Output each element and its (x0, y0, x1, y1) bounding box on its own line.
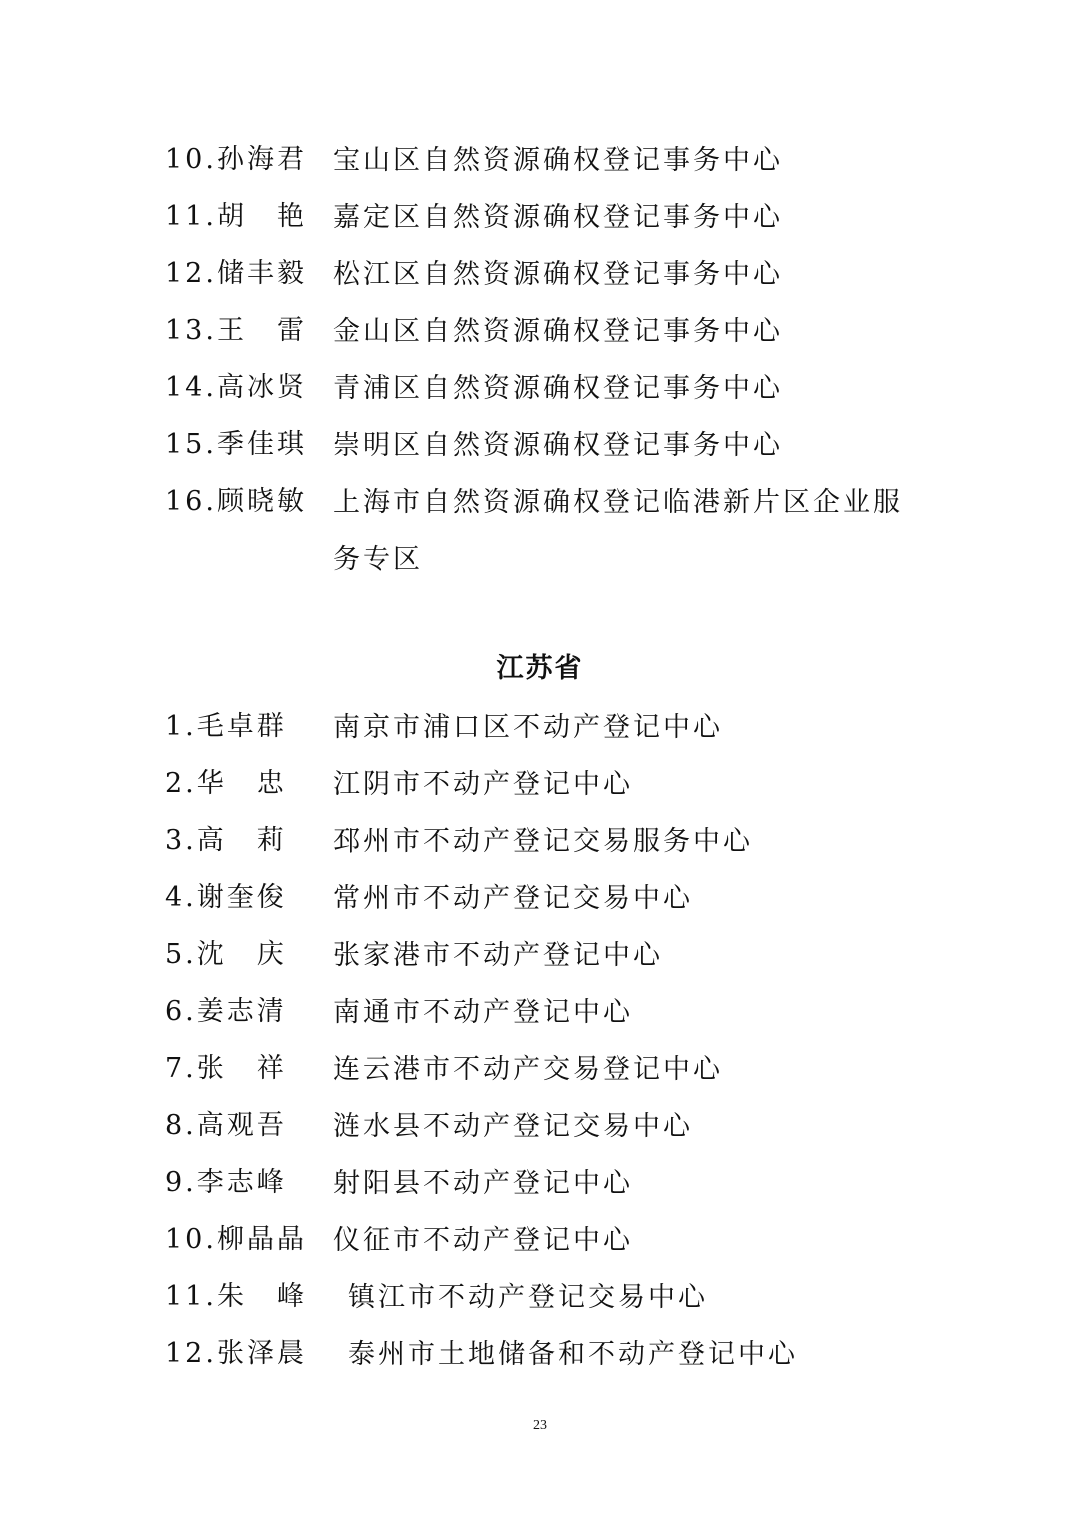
list-item (165, 995, 925, 1029)
person-name: 朱 峰 (216, 1281, 307, 1312)
organization-name: 邳州市不动产登记交易服务中心 (333, 826, 753, 857)
person-name: 王 雷 (216, 315, 307, 346)
item-number: 10. (165, 1224, 217, 1255)
organization-name: 连云港市不动产交易登记中心 (333, 1054, 723, 1085)
list-item (165, 824, 925, 858)
item-number: 5. (165, 939, 197, 970)
organization-name: 宝山区自然资源确权登记事务中心 (333, 145, 783, 176)
organization-name: 常州市不动产登记交易中心 (333, 883, 693, 914)
organization-name: 青浦区自然资源确权登记事务中心 (333, 373, 783, 404)
person-name: 高冰贤 (216, 372, 307, 403)
item-number: 3. (165, 825, 197, 856)
organization-name: 松江区自然资源确权登记事务中心 (333, 259, 783, 290)
list-item (165, 314, 925, 348)
organization-name: 崇明区自然资源确权登记事务中心 (333, 430, 783, 461)
organization-name: 镇江市不动产登记交易中心 (348, 1282, 708, 1313)
item-number: 13. (165, 315, 217, 346)
item-number: 9. (165, 1167, 197, 1198)
list-item (165, 1280, 925, 1314)
item-number: 1. (165, 711, 197, 742)
organization-name: 金山区自然资源确权登记事务中心 (333, 316, 783, 347)
list-item (165, 143, 925, 177)
section-heading: 江苏省 (496, 653, 584, 684)
person-name: 顾晓敏 (216, 486, 307, 517)
item-number: 16. (165, 486, 217, 517)
person-name: 储丰毅 (216, 258, 307, 289)
organization-name: 上海市自然资源确权登记临港新片区企业服务专区 (333, 487, 903, 575)
person-name: 季佳琪 (216, 429, 307, 460)
list-item (165, 428, 925, 462)
list-item (165, 200, 925, 234)
person-name: 姜志清 (196, 996, 287, 1027)
organization-name: 嘉定区自然资源确权登记事务中心 (333, 202, 783, 233)
list-item (165, 1109, 925, 1143)
person-name: 高观吾 (196, 1110, 287, 1141)
item-number: 6. (165, 996, 197, 1027)
person-name: 沈 庆 (196, 939, 287, 970)
person-name: 华 忠 (196, 768, 287, 799)
person-name: 柳晶晶 (216, 1224, 307, 1255)
person-name: 谢奎俊 (196, 882, 287, 913)
item-number: 8. (165, 1110, 197, 1141)
item-number: 15. (165, 429, 217, 460)
list-item (165, 257, 925, 291)
organization-name: 南京市浦口区不动产登记中心 (333, 712, 723, 743)
list-item (165, 371, 925, 405)
item-number: 7. (165, 1053, 197, 1084)
item-number: 2. (165, 768, 197, 799)
organization-name: 张家港市不动产登记中心 (333, 940, 663, 971)
person-name: 高 莉 (196, 825, 287, 856)
list-item (165, 1052, 925, 1086)
list-item (165, 1337, 925, 1371)
list-item (165, 938, 925, 972)
item-number: 11. (165, 201, 217, 232)
item-number: 12. (165, 1338, 217, 1369)
item-number: 12. (165, 258, 217, 289)
person-name: 毛卓群 (196, 711, 287, 742)
list-item (165, 710, 925, 744)
item-number: 11. (165, 1281, 217, 1312)
organization-name: 江阴市不动产登记中心 (333, 769, 633, 800)
organization-name: 泰州市土地储备和不动产登记中心 (348, 1339, 798, 1370)
list-item (165, 767, 925, 801)
organization-name: 南通市不动产登记中心 (333, 997, 633, 1028)
page-number: 23 (533, 1418, 547, 1433)
list-item (165, 881, 925, 915)
person-name: 张 祥 (196, 1053, 287, 1084)
person-name: 李志峰 (196, 1167, 287, 1198)
list-item (165, 1223, 925, 1257)
person-name: 孙海君 (216, 144, 307, 175)
item-number: 10. (165, 144, 217, 175)
item-number: 14. (165, 372, 217, 403)
person-name: 张泽晨 (216, 1338, 307, 1369)
organization-name: 仪征市不动产登记中心 (333, 1225, 633, 1256)
list-item (165, 1166, 925, 1200)
person-name: 胡 艳 (216, 201, 307, 232)
organization-name: 涟水县不动产登记交易中心 (333, 1111, 693, 1142)
organization-name: 射阳县不动产登记中心 (333, 1168, 633, 1199)
item-number: 4. (165, 882, 197, 913)
list-item (165, 485, 925, 575)
